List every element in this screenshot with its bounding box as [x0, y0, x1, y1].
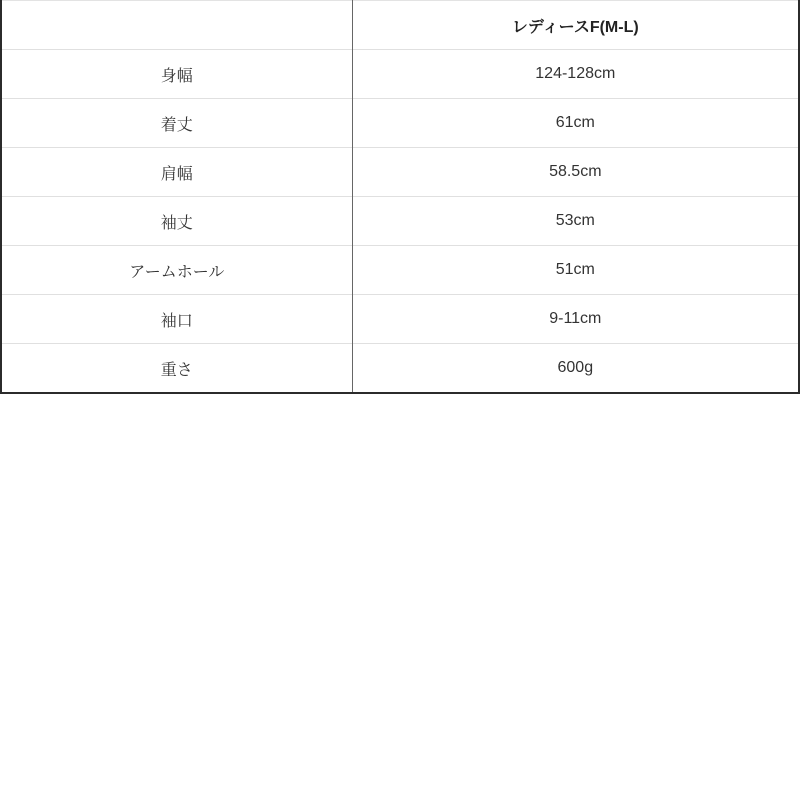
size-spec-table	[0, 0, 800, 394]
measure-value: 124-128cm	[352, 50, 799, 99]
measure-value: 600g	[352, 344, 799, 394]
table-row	[1, 148, 799, 197]
table-row	[1, 197, 799, 246]
measure-value: 53cm	[352, 197, 799, 246]
measure-label: 着丈	[1, 99, 352, 148]
measure-value: 61cm	[352, 99, 799, 148]
table-row	[1, 99, 799, 148]
table-row	[1, 246, 799, 295]
measure-label: 肩幅	[1, 148, 352, 197]
measure-value: 58.5cm	[352, 148, 799, 197]
table-header-row	[1, 1, 799, 50]
header-empty-cell	[1, 1, 352, 50]
table-row	[1, 295, 799, 344]
table-row	[1, 344, 799, 394]
measure-value: 9-11cm	[352, 295, 799, 344]
header-size-cell: レディースF(M-L)	[511, 18, 639, 36]
table-row	[1, 50, 799, 99]
measure-label: 袖口	[1, 295, 352, 344]
measure-label: 袖丈	[1, 197, 352, 246]
measure-label: 身幅	[1, 50, 352, 99]
measure-label: アームホール	[1, 246, 352, 295]
measure-value: 51cm	[352, 246, 799, 295]
measure-label: 重さ	[1, 344, 352, 394]
